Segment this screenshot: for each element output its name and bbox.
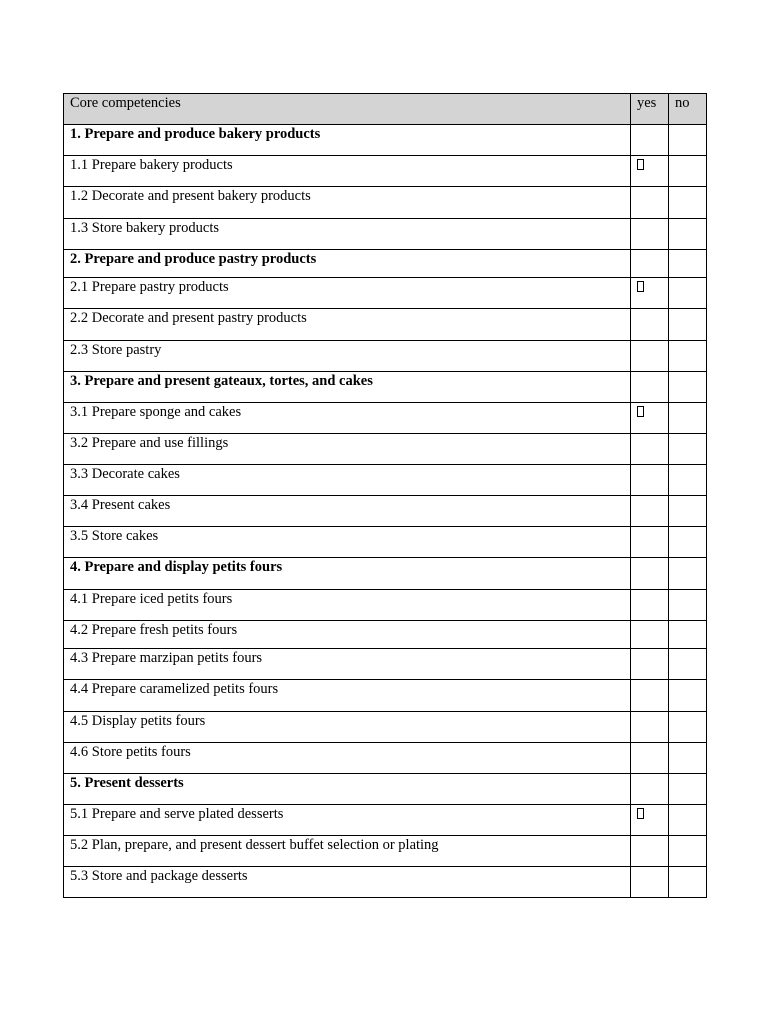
no-cell [669,680,707,712]
table-row [64,496,707,527]
yes-cell [631,649,669,680]
section-heading: 5. Present desserts [64,774,631,805]
yes-cell [631,250,669,278]
yes-cell [631,527,669,558]
table-row [64,836,707,867]
no-cell [669,403,707,434]
yes-cell [631,496,669,527]
no-cell [669,372,707,403]
competency-label: 4.4 Prepare caramelized petits fours [64,680,631,712]
section-row [64,250,707,278]
competency-label: 2.2 Decorate and present pastry products [64,309,631,341]
section-row [64,558,707,590]
competency-label: 5.2 Plan, prepare, and present dessert buffet selection or plating [64,836,631,867]
table-row [64,434,707,465]
table-header-row [64,94,707,125]
section-heading: 2. Prepare and produce pastry products [64,250,631,278]
no-cell [669,649,707,680]
yes-cell [631,434,669,465]
no-cell [669,621,707,649]
competency-label: 5.3 Store and package desserts [64,867,631,898]
yes-cell [631,278,669,309]
yes-cell [631,187,669,219]
table-row [64,805,707,836]
competency-label: 4.2 Prepare fresh petits fours [64,621,631,649]
competency-label: 2.3 Store pastry [64,341,631,372]
yes-cell [631,219,669,250]
table-row [64,465,707,496]
table-row [64,219,707,250]
no-cell [669,278,707,309]
competency-label: 4.3 Prepare marzipan petits fours [64,649,631,680]
yes-cell [631,403,669,434]
table-row [64,590,707,621]
missing-glyph-box-icon [637,281,644,292]
no-cell [669,219,707,250]
table-row [64,712,707,743]
table-row [64,649,707,680]
yes-cell [631,774,669,805]
document-page [63,93,706,898]
yes-cell [631,156,669,187]
competency-label: 3.3 Decorate cakes [64,465,631,496]
missing-glyph-box-icon [637,808,644,819]
table-row [64,156,707,187]
yes-cell [631,712,669,743]
yes-cell [631,867,669,898]
competency-label: 4.1 Prepare iced petits fours [64,590,631,621]
table-body [64,125,707,898]
table-row [64,278,707,309]
no-cell [669,558,707,590]
no-cell [669,836,707,867]
competency-label: 4.5 Display petits fours [64,712,631,743]
no-cell [669,712,707,743]
yes-cell [631,558,669,590]
yes-cell [631,309,669,341]
no-cell [669,496,707,527]
competency-label: 4.6 Store petits fours [64,743,631,774]
core-competencies-table [63,93,707,898]
table-row [64,403,707,434]
competency-label: 2.1 Prepare pastry products [64,278,631,309]
no-cell [669,341,707,372]
header-yes: yes [631,94,669,125]
no-cell [669,527,707,558]
table-row [64,743,707,774]
table-row [64,341,707,372]
section-row [64,774,707,805]
no-cell [669,250,707,278]
yes-cell [631,341,669,372]
competency-label: 3.2 Prepare and use fillings [64,434,631,465]
yes-cell [631,743,669,774]
yes-cell [631,836,669,867]
no-cell [669,156,707,187]
table-row [64,527,707,558]
table-row [64,309,707,341]
competency-label: 3.5 Store cakes [64,527,631,558]
no-cell [669,187,707,219]
yes-cell [631,590,669,621]
competency-label: 1.1 Prepare bakery products [64,156,631,187]
yes-cell [631,372,669,403]
section-row [64,372,707,403]
table-row [64,187,707,219]
competency-label: 5.1 Prepare and serve plated desserts [64,805,631,836]
yes-cell [631,125,669,156]
yes-cell [631,621,669,649]
yes-cell [631,465,669,496]
table-row [64,621,707,649]
section-heading: 1. Prepare and produce bakery products [64,125,631,156]
competency-label: 1.3 Store bakery products [64,219,631,250]
no-cell [669,434,707,465]
yes-cell [631,805,669,836]
section-heading: 4. Prepare and display petits fours [64,558,631,590]
no-cell [669,590,707,621]
no-cell [669,867,707,898]
table-row [64,867,707,898]
section-heading: 3. Prepare and present gateaux, tortes, and cakes [64,372,631,403]
header-core-competencies: Core competencies [64,94,631,125]
yes-cell [631,680,669,712]
competency-label: 1.2 Decorate and present bakery products [64,187,631,219]
no-cell [669,125,707,156]
missing-glyph-box-icon [637,159,644,170]
no-cell [669,805,707,836]
missing-glyph-box-icon [637,406,644,417]
no-cell [669,465,707,496]
table-row [64,680,707,712]
no-cell [669,774,707,805]
section-row [64,125,707,156]
competency-label: 3.4 Present cakes [64,496,631,527]
competency-label: 3.1 Prepare sponge and cakes [64,403,631,434]
no-cell [669,309,707,341]
no-cell [669,743,707,774]
header-no: no [669,94,707,125]
